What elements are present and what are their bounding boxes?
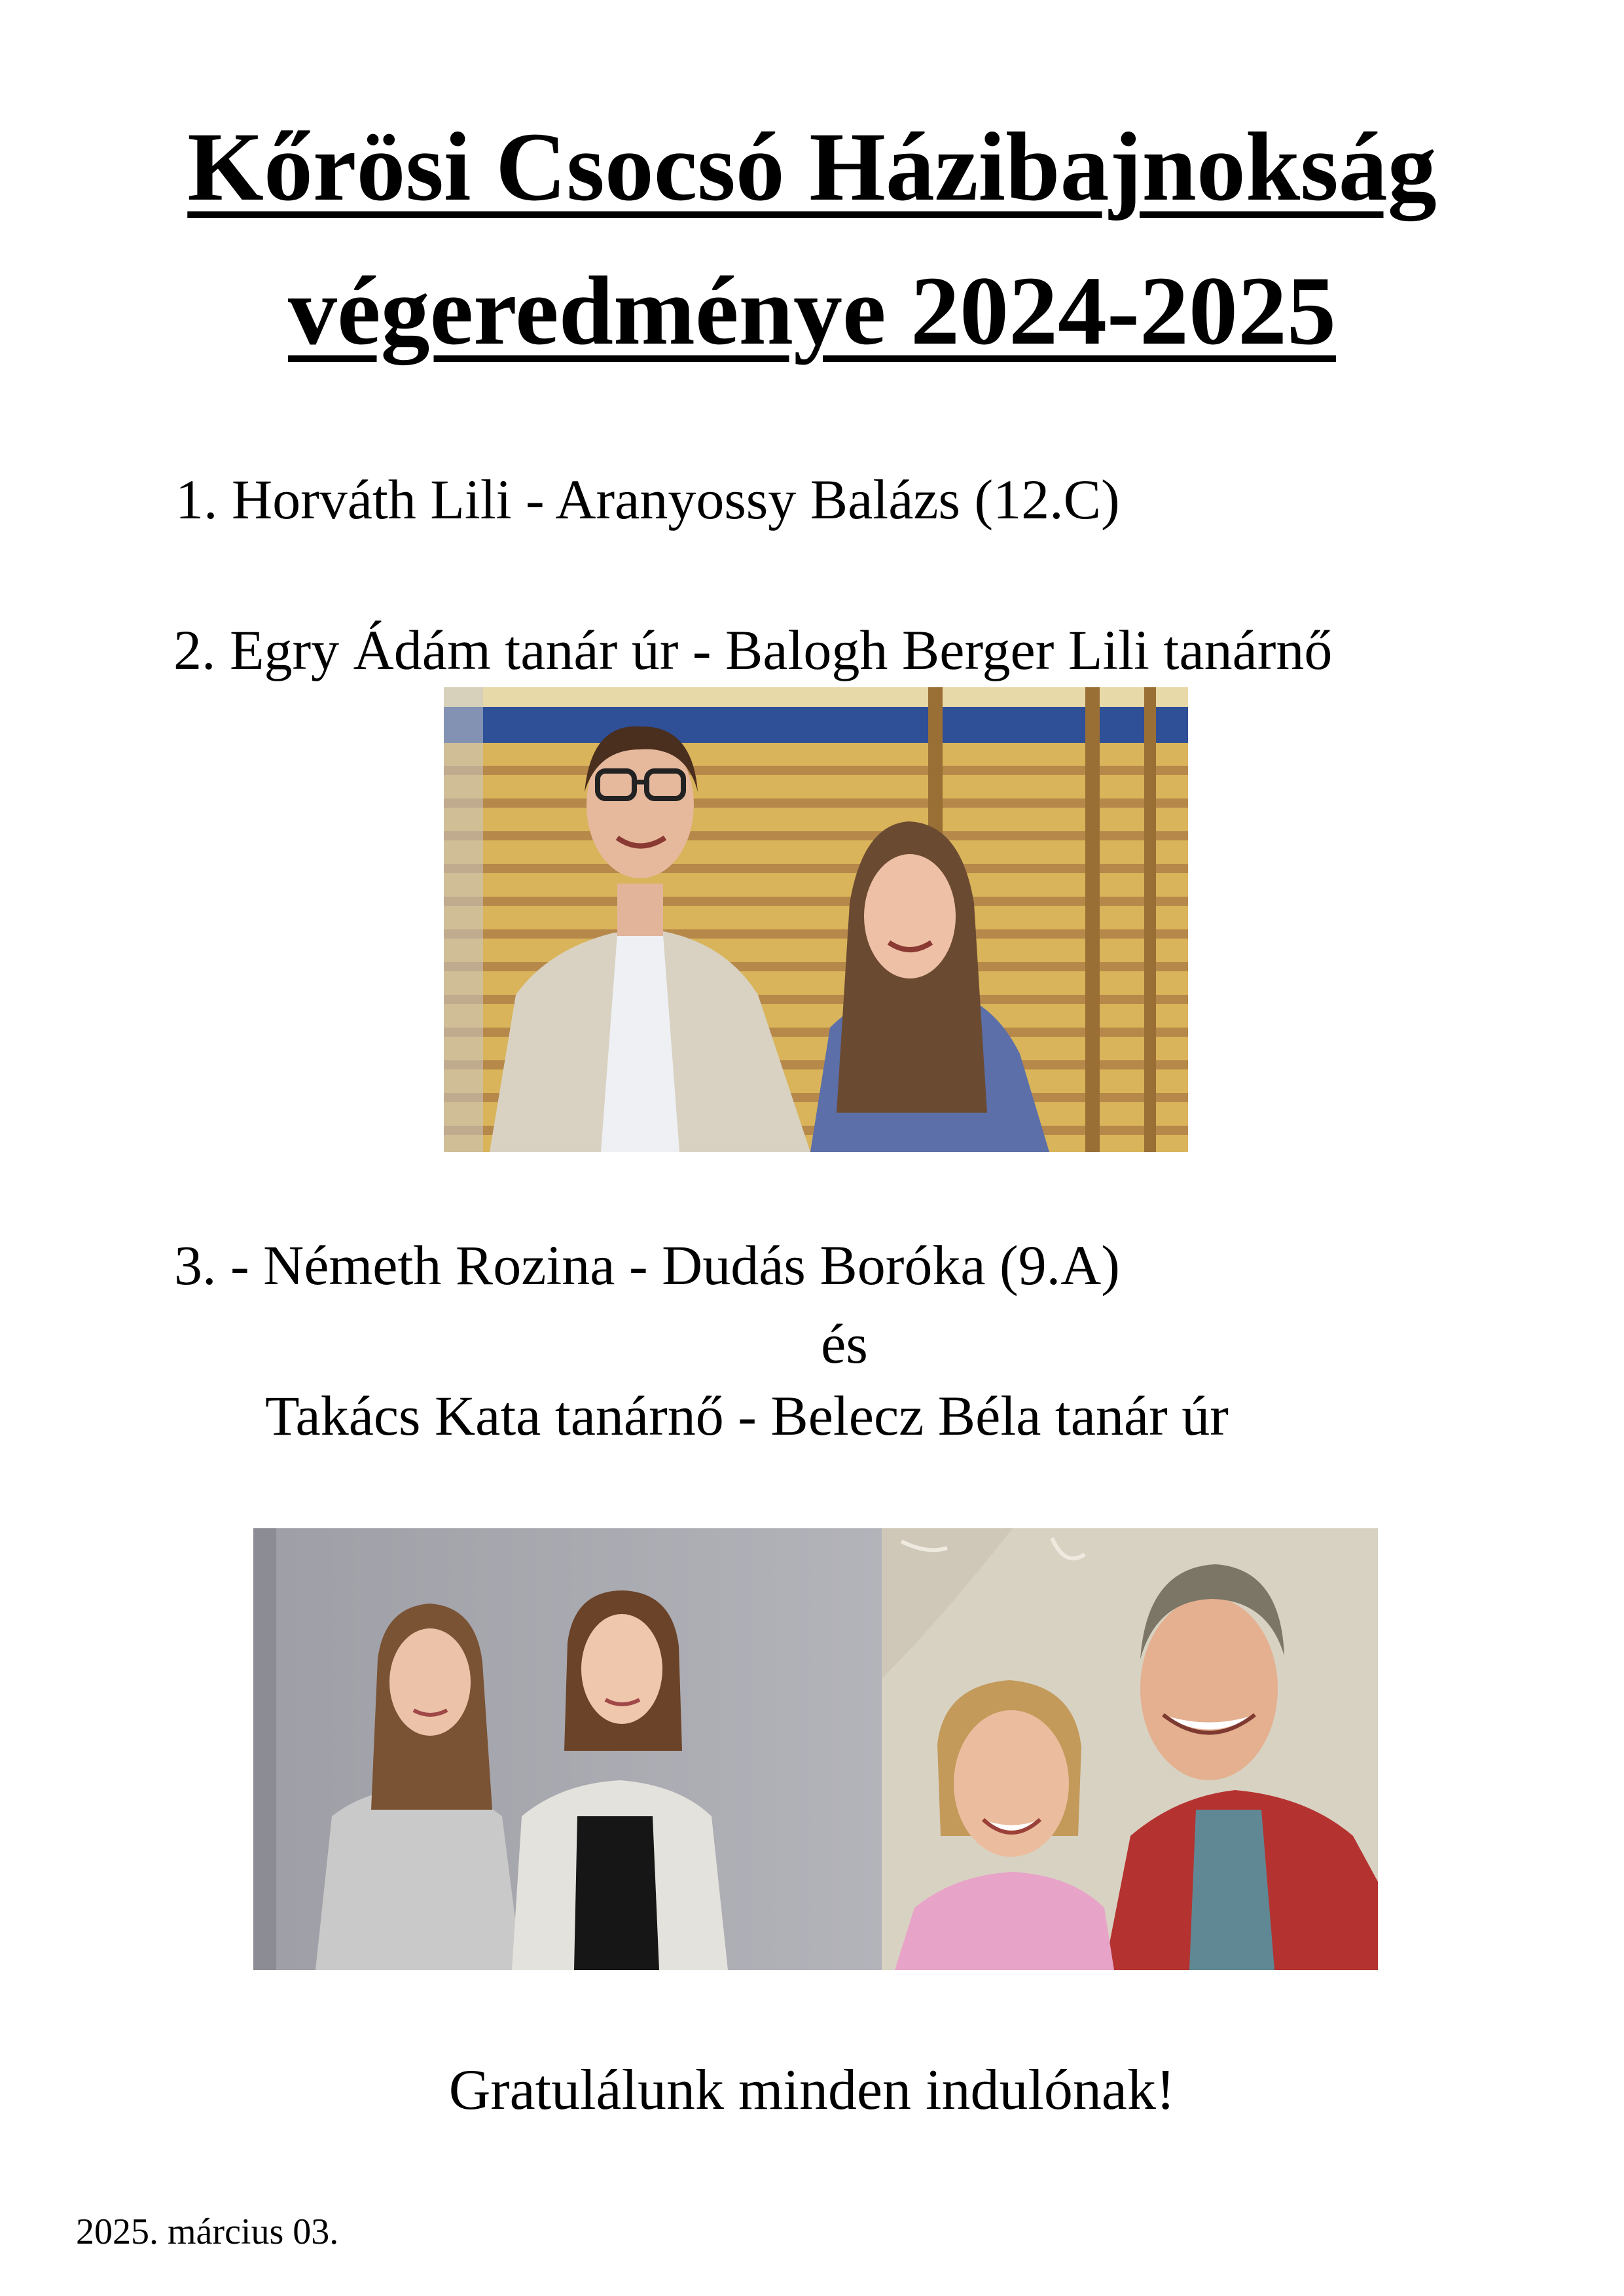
result-third-and: és xyxy=(821,1312,868,1375)
second-place-photo-art xyxy=(444,687,1188,1152)
third-place-students-photo-art xyxy=(253,1528,882,1970)
third-place-teachers-photo xyxy=(882,1528,1378,1970)
result-second-place: 2. Egry Ádám tanár úr - Balogh Berger Lili tanárnő xyxy=(173,619,1333,681)
date-text: 2025. március 03. xyxy=(76,2212,339,2252)
result-third-place-pair-1: 3. - Németh Rozina - Dudás Boróka (9.A) xyxy=(174,1234,1120,1297)
third-place-students-photo xyxy=(253,1528,882,1970)
second-place-photo xyxy=(444,687,1188,1152)
title-line-2: végeredménye 2024-2025 xyxy=(287,257,1336,365)
congratulations-text: Gratulálunk minden indulónak! xyxy=(448,2058,1176,2122)
result-third-place-pair-2: Takács Kata tanárnő - Belecz Béla tanár úr xyxy=(265,1384,1229,1447)
result-first-place: 1. Horváth Lili - Aranyossy Balázs (12.C) xyxy=(175,468,1120,531)
third-place-teachers-photo-art xyxy=(882,1528,1378,1970)
title-line-1: Kőrösi Csocsó Házibajnokság xyxy=(187,113,1437,221)
